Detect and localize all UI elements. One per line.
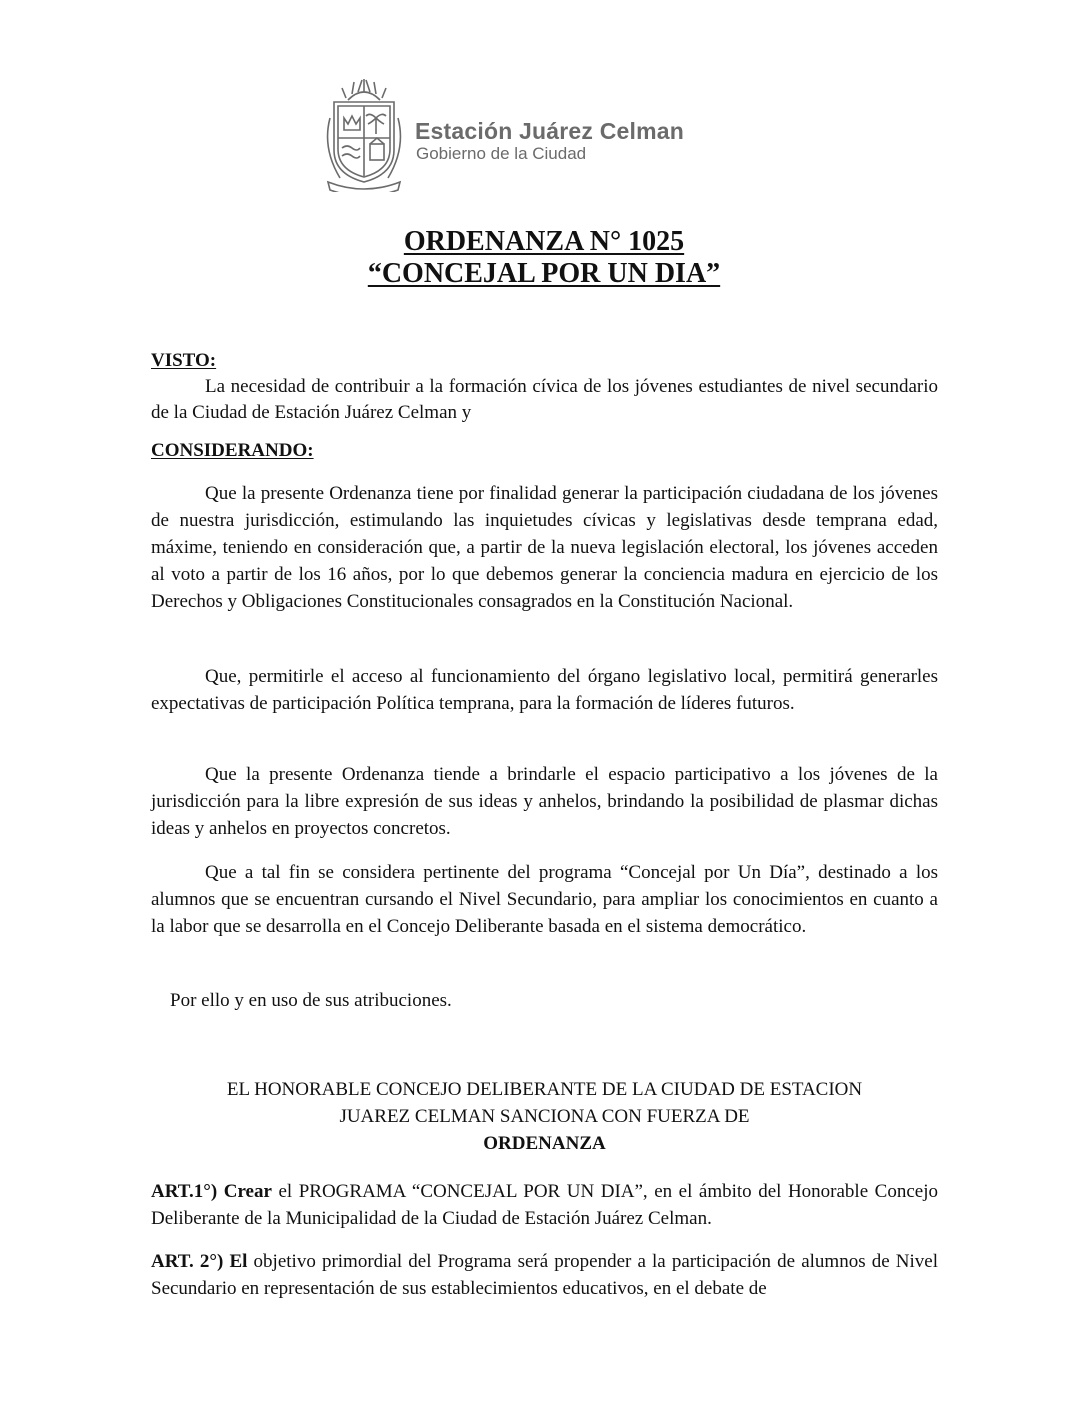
- city-seal-icon: [318, 78, 410, 192]
- article-lead: Crear: [223, 1181, 272, 1202]
- visto-heading: VISTO:: [151, 350, 217, 371]
- article-number: ART.1°): [151, 1181, 218, 1202]
- article-lead: El: [229, 1251, 248, 1272]
- document-title: [0, 226, 1088, 290]
- considerando-section: [151, 438, 938, 464]
- sanciona-ordenanza: ORDENANZA: [483, 1133, 606, 1154]
- article-text: el PROGRAMA “CONCEJAL POR UN DIA”, en el ámbito del Honorable Concejo Deliberante de la Municipalidad de la Ciudad de Estación Juárez Celman.: [151, 1181, 938, 1229]
- city-name: Estación Juárez Celman: [415, 118, 685, 144]
- government-subtitle: Gobierno de la Ciudad: [416, 144, 587, 163]
- sanciona-line: EL HONORABLE CONCEJO DELIBERANTE DE LA CIUDAD DE ESTACION: [226, 1079, 863, 1100]
- header-logo: [318, 78, 698, 196]
- article-number: ART. 2°): [151, 1251, 224, 1272]
- ordinance-number: ORDENANZA N° 1025: [403, 226, 685, 257]
- ordinance-name: “CONCEJAL POR UN DIA”: [367, 258, 721, 289]
- article-text: objetivo primordial del Programa será propender a la participación de alumnos de Nivel Secundario en representación de sus establecimientos educativos, en el debate de: [151, 1251, 938, 1299]
- considerando-paragraph: Que la presente Ordenanza tiene por finalidad generar la participación ciudadana de los jóvenes de nuestra jurisdicción, estimulando las inquietudes cívicas y legislativas desde temprana edad, máxime, teniendo en consideración que, a partir de la nueva legislación electoral, los jóvenes acceden al voto a partir de los 16 años, por lo que debemos generar la conciencia madura en ejercicio de los Derechos y Obligaciones Constitucionales consagrados en la Constitución Nacional.: [151, 483, 938, 612]
- considerando-paragraph: Que la presente Ordenanza tiende a brindarle el espacio participativo a los jóvenes de la jurisdicción para la libre expresión de sus ideas y anhelos, brindando la posibilidad de plasmar dichas ideas y anhelos en proyectos concretos.: [151, 764, 938, 839]
- sanciona-line: JUAREZ CELMAN SANCIONA CON FUERZA DE: [339, 1106, 750, 1127]
- visto-section: [151, 348, 938, 426]
- considerando-closing: Por ello y en uso de sus atribuciones.: [170, 990, 452, 1011]
- considerando-paragraph: Que, permitirle el acceso al funcionamiento del órgano legislativo local, permitirá generarles expectativas de participación Política temprana, para la formación de líderes futuros.: [151, 666, 938, 714]
- sanciona-block: [151, 1076, 938, 1157]
- considerando-paragraph: Que a tal fin se considera pertinente del programa “Concejal por Un Día”, destinado a los alumnos que se encuentran cursando el Nivel Secundario, para ampliar los conocimientos en cuanto a la labor que se desarrolla en el Concejo Deliberante basada en el sistema democrático.: [151, 862, 938, 937]
- article-1: [151, 1178, 938, 1232]
- article-2: [151, 1248, 938, 1302]
- considerando-heading: CONSIDERANDO:: [151, 440, 314, 461]
- visto-text: La necesidad de contribuir a la formación cívica de los jóvenes estudiantes de nivel secundario de la Ciudad de Estación Juárez Celman y: [151, 376, 938, 423]
